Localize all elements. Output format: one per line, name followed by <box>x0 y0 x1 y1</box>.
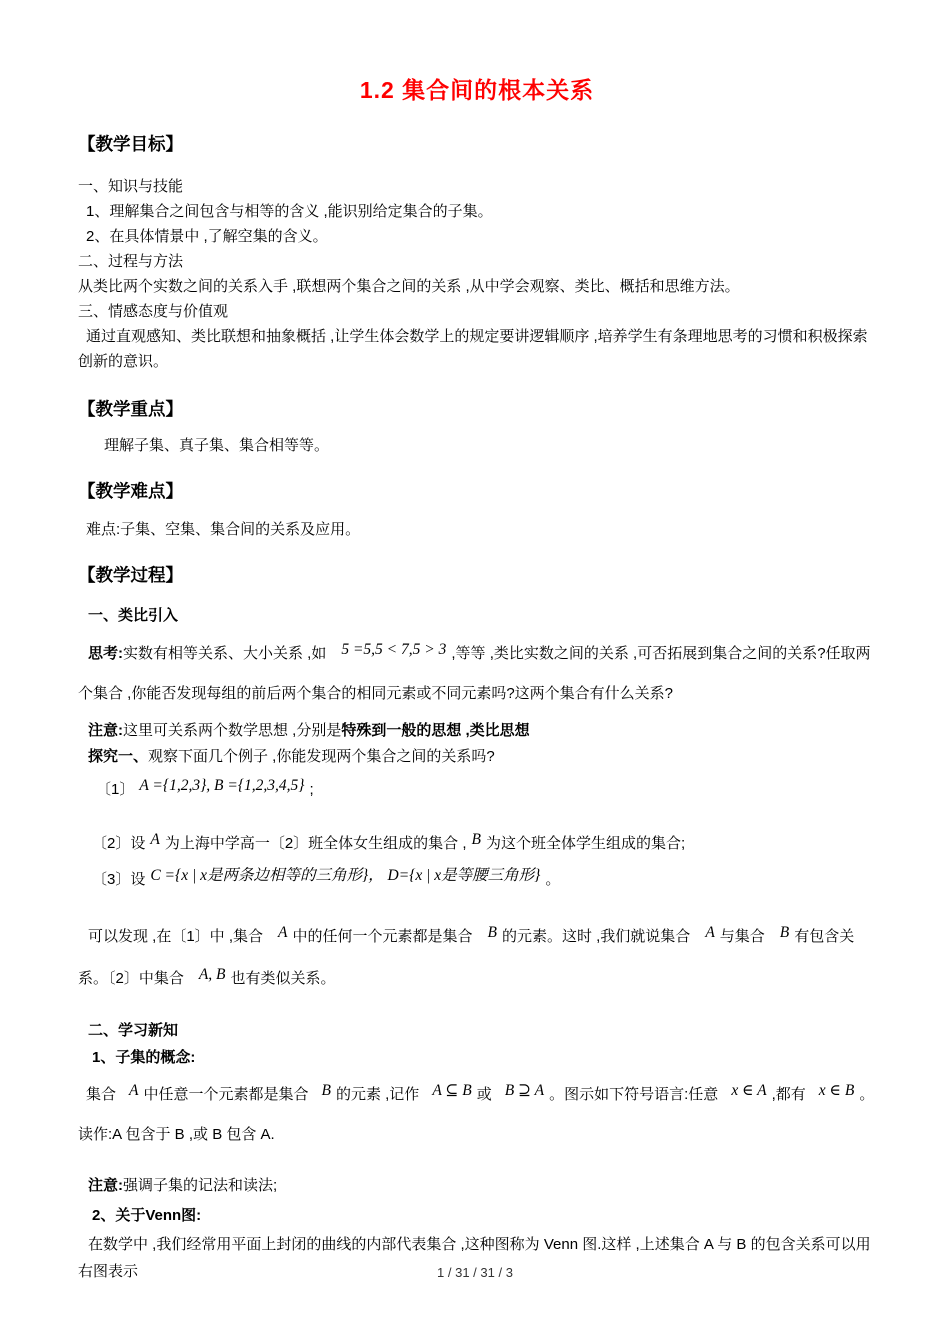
section-newknowledge-title: 二、学习新知 <box>88 1022 179 1039</box>
discover-r4: 有包含关系。〔2〕中集合 <box>78 928 855 987</box>
example-3-number: 〔3〕设 <box>92 871 146 888</box>
note1-label: 注意: <box>88 722 123 739</box>
example-2-tail: 为这个班全体学生组成的集合; <box>485 835 686 852</box>
goal-line-emotion: 三、情感态度与价值观 <box>78 303 229 320</box>
inline-formula-subset: A ⊆ B <box>432 1082 472 1099</box>
teaching-goals-list <box>78 174 876 374</box>
discover-r0: 可以发现 ,在〔1〕中 ,集合 <box>88 928 264 945</box>
think-pre-text: 实数有相等关系、大小关系 ,如 <box>123 645 327 662</box>
heading-teaching-focus: 【教学重点】 <box>78 399 183 419</box>
goal-line-emotion-detail: 通过直观感知、类比联想和抽象概括 ,让学生体会数学上的规定要讲逻辑顺序 ,培养学生有条理地思考的习惯和积极探索创新的意识。 <box>78 328 868 370</box>
subset-r6: 。读作:A 包含于 B ,或 B 包含 A. <box>78 1086 875 1143</box>
inline-formula-sets-ab: A ={1,2,3}, B ={1,2,3,4,5} <box>139 777 305 794</box>
goal-line-1: 1、理解集合之间包含与相等的含义 ,能识别给定集合的子集。 <box>86 203 493 220</box>
note2-text: 强调子集的记法和读法; <box>123 1177 278 1194</box>
discover-r1: 中的任何一个元素都是集合 <box>292 928 473 945</box>
discover-r3: 与集合 <box>719 928 765 945</box>
inline-vars-ab: A, B <box>198 966 226 983</box>
inline-var-b: B <box>321 1082 331 1099</box>
page-title: 1.2 集合间的根本关系 <box>359 77 595 103</box>
subset-definition-paragraph <box>78 1075 876 1155</box>
note-paragraph-1 <box>78 718 876 744</box>
example-3 <box>78 866 876 894</box>
discover-r2: 的元素。这时 ,我们就说集合 <box>501 928 691 945</box>
subset-r2: 的元素 ,记作 <box>335 1086 420 1103</box>
note2-label: 注意: <box>88 1177 123 1194</box>
goal-line-2: 2、在具体情景中 ,了解空集的含义。 <box>86 228 328 245</box>
subset-r4: 。图示如下符号语言:任意 <box>549 1086 719 1103</box>
discover-paragraph <box>78 916 876 1000</box>
goal-line-process-detail: 从类比两个实数之间的关系入手 ,联想两个集合之间的关系 ,从中学会观察、类比、概括和思维方法。 <box>78 278 740 295</box>
think-label: 思考: <box>88 645 123 662</box>
page-number: 1 / 31 / 31 / 3 <box>437 1265 513 1280</box>
goal-line-process: 二、过程与方法 <box>78 253 184 270</box>
discover-r5: 也有类似关系。 <box>230 970 336 987</box>
subset-r3: 或 <box>476 1086 492 1103</box>
subsection-subset-title: 1、子集的概念: <box>92 1049 196 1066</box>
inline-formula-compare: 5 =5,5 < 7,5 > 3 <box>341 641 447 658</box>
explore-paragraph <box>78 744 876 770</box>
inline-formula-x-in-b: x ∈ B <box>818 1082 855 1099</box>
example-2 <box>78 830 876 858</box>
inline-var-b: B <box>779 924 790 941</box>
explore-label: 探究一、 <box>88 748 149 765</box>
subset-r1: 中任意一个元素都是集合 <box>143 1086 309 1103</box>
example-1-tail: ; <box>309 781 314 798</box>
note1-bold-tail: 特殊到一般的思想 ,类比思想 <box>341 722 530 739</box>
inline-var-a: A <box>278 924 288 941</box>
note1-text: 这里可关系两个数学思想 ,分别是 <box>123 722 342 739</box>
inline-formula-triangles: C ={x | x是两条边相等的三角形}， D={x | x是等腰三角形} <box>150 867 541 884</box>
inline-formula-superset: B ⊇ A <box>504 1082 545 1099</box>
example-3-tail: 。 <box>545 871 561 888</box>
inline-var-a: A <box>129 1082 139 1099</box>
venn-paragraph: 在数学中 ,我们经常用平面上封闭的曲线的内部代表集合 ,这种图称为 Venn 图.这样 ,上述集合 A 与 B 的包含关系可以用右图表示 <box>78 1236 871 1280</box>
heading-teaching-goals: 【教学目标】 <box>78 134 183 154</box>
explore-text: 观察下面几个例子 ,你能发现两个集合之间的关系吗? <box>148 748 495 765</box>
example-2-number: 〔2〕设 <box>92 835 146 852</box>
note-paragraph-2 <box>78 1173 876 1199</box>
think-paragraph <box>78 634 876 714</box>
inline-formula-x-in-a: x ∈ A <box>731 1082 767 1099</box>
teaching-difficulty-text: 难点:子集、空集、集合间的关系及应用。 <box>86 521 361 538</box>
subset-r5: ,都有 <box>771 1086 806 1103</box>
teaching-focus-text: 理解子集、真子集、集合相等等。 <box>104 437 330 454</box>
heading-teaching-process: 【教学过程】 <box>78 565 183 585</box>
heading-teaching-difficulty: 【教学难点】 <box>78 481 183 501</box>
example-2-mid: 为上海中学高一〔2〕班全体女生组成的集合 , <box>164 835 467 852</box>
inline-var-a: A <box>705 924 715 941</box>
inline-var-b: B <box>487 924 497 941</box>
inline-var-a: A <box>150 831 160 848</box>
example-1-number: 〔1〕 <box>96 781 135 798</box>
goal-line-knowledge: 一、知识与技能 <box>78 178 184 195</box>
think-post-text: ,等等 ,类比实数之间的关系 ,可否拓展到集合之间的关系?任取两个集合 ,你能否发现每组的前后两个集合的相同元素或不同元素吗?这两个集合有什么关系? <box>78 645 871 702</box>
inline-var-b: B <box>471 831 481 848</box>
section-analogy-title: 一、类比引入 <box>88 607 179 624</box>
subsection-venn-title: 2、关于Venn图: <box>92 1207 202 1224</box>
example-1 <box>78 776 876 804</box>
subset-r0: 集合 <box>86 1086 117 1103</box>
